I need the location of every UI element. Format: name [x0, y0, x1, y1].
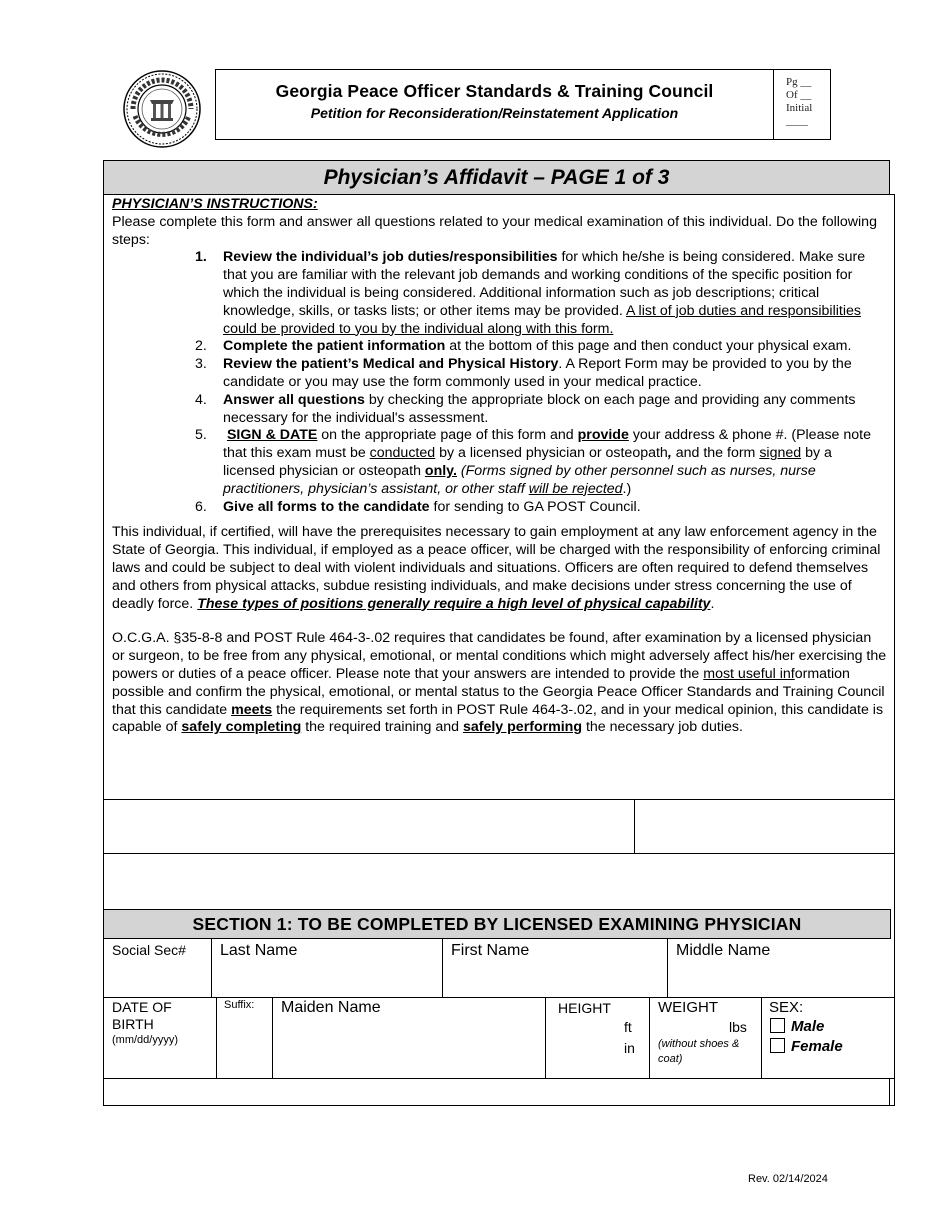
height-ft-input[interactable] [550, 1018, 620, 1038]
step-6: 6. Give all forms to the candidate for sending to GA POST Council. [195, 498, 641, 515]
weight-note: (without shoes & coat) [658, 1038, 740, 1065]
suffix-input[interactable] [217, 1016, 272, 1076]
divider-line [889, 1078, 890, 1105]
header-box [215, 69, 773, 140]
georgia-post-seal-logo [123, 70, 201, 148]
revision-date: Rev. 02/14/2024 [748, 1173, 828, 1185]
initial-line: ____ [786, 115, 808, 127]
step-4: 4. Answer all questions by checking the appropriate block on each page and providing any comments necessary for the individual's assessment. [195, 391, 856, 426]
weight-lbs-unit: lbs [729, 1019, 747, 1035]
page-initial-box [773, 69, 831, 140]
height-ft-unit: ft [624, 1019, 632, 1035]
ssn-label: Social Sec# [112, 942, 186, 958]
blank-field-wide[interactable] [104, 854, 894, 908]
initial-label: Initial [786, 102, 813, 114]
female-checkbox[interactable] [770, 1038, 785, 1053]
section1-title: SECTION 1: TO BE COMPLETED BY LICENSED EXAMINING PHYSICIAN [104, 909, 890, 939]
first-name-input[interactable] [443, 962, 667, 997]
first-name-label: First Name [451, 942, 530, 959]
dob-format-label: (mm/dd/yyyy) [112, 1034, 178, 1046]
maiden-name-input[interactable] [273, 1020, 545, 1076]
divider-line [545, 998, 546, 1078]
divider-line [104, 1078, 894, 1079]
blank-field-left[interactable] [104, 800, 634, 853]
female-option: Female [770, 1038, 843, 1055]
weight-input[interactable] [654, 1018, 726, 1036]
capability-paragraph: This individual, if certified, will have the prerequisites necessary to gain employment at any law enforcement agency in the State of Georgia. This individual, if employed as a peace officer, will be charged with the responsibility of enforcing criminal laws and could be subject to deal with violent individuals and situations. Officers are often required to defend themselves and others from physical attacks, subdue resisting individuals, and make decisions under stress concerning the use of deadly force. These types of positions generally require a high level of physical capability. [112, 524, 881, 612]
form-title: Physician’s Affidavit – PAGE 1 of 3 [103, 160, 890, 195]
application-subtitle: Petition for Reconsideration/Reinstatement Application [310, 105, 679, 121]
maiden-name-label: Maiden Name [281, 999, 381, 1016]
divider-line [761, 998, 762, 1078]
pg-label: Pg __ [786, 76, 812, 88]
height-in-unit: in [624, 1040, 635, 1056]
last-name-input[interactable] [212, 962, 442, 997]
dob-label: DATE OF BIRTH [112, 999, 172, 1032]
height-label: HEIGHT [558, 1000, 611, 1016]
last-name-label: Last Name [220, 942, 298, 959]
divider-line [104, 997, 894, 998]
divider-line [890, 909, 891, 939]
step-1: 1. Review the individual’s job duties/responsibilities for which he/she is being considered. Make sure that you are familiar with the relevant job demands and working conditions of the specific position for which the individual is being considered. Additional information such as job descriptions; critical knowledge, skills, or tasks lists; or other items may be provided. A list of job duties and responsibilities could be provided to you by the individual along with this form. [195, 249, 866, 337]
instructions-heading: PHYSICIAN’S INSTRUCTIONS: [112, 196, 318, 212]
agency-title: Georgia Peace Officer Standards & Training Council [275, 81, 714, 101]
middle-name-label: Middle Name [676, 942, 771, 959]
weight-label: WEIGHT [658, 999, 718, 1016]
male-option: Male [770, 1018, 824, 1035]
dob-input[interactable] [104, 1018, 216, 1076]
ssn-input[interactable] [104, 962, 211, 997]
step-3: 3. Review the patient’s Medical and Physical History. A Report Form may be provided to you by the candidate or you may use the form commonly used in your medical practice. [195, 356, 852, 390]
height-in-input[interactable] [550, 1039, 620, 1059]
suffix-label: Suffix: [224, 999, 255, 1011]
step-2: 2. Complete the patient information at the bottom of this page and then conduct your physical exam. [195, 338, 852, 355]
male-checkbox[interactable] [770, 1018, 785, 1033]
ocga-paragraph: O.C.G.A. §35-8-8 and POST Rule 464-3-.02 requires that candidates be found, after examination by a licensed physician or surgeon, to be free from any physical, emotional, or mental conditions which might adversely affect his/her exercising the powers or duties of a peace officer. Please note that your answers are intended to provide the most useful information possible and confirm the physical, emotional, or mental status to the Georgia Peace Officer Standards and Training Council that this candidate meets the requirements set forth in POST Rule 464-3-.02, and in your medical opinion, this candidate is capable of safely completing the required training and safely performing the necessary job duties. [112, 630, 887, 736]
instructions-intro: Please complete this form and answer all questions related to your medical examination of this individual. Do the following steps: [112, 213, 877, 248]
divider-line [649, 998, 650, 1078]
of-label: Of __ [786, 89, 812, 101]
sex-label: SEX: [769, 999, 804, 1016]
blank-field-right[interactable] [635, 800, 894, 853]
instruction-steps [112, 249, 887, 516]
step-5: 5. SIGN & DATE on the appropriate page of this form and provide your address & phone #. (Please note that this exam must be conducted by a licensed physician or osteopath, and the form signed by a licensed physician or osteopath only. (Forms signed by other personnel such as nurses, nurse practitioners, physician’s assistant, or other staff will be rejected.) [195, 427, 872, 497]
instructions-block [112, 196, 887, 737]
middle-name-input[interactable] [668, 962, 894, 997]
